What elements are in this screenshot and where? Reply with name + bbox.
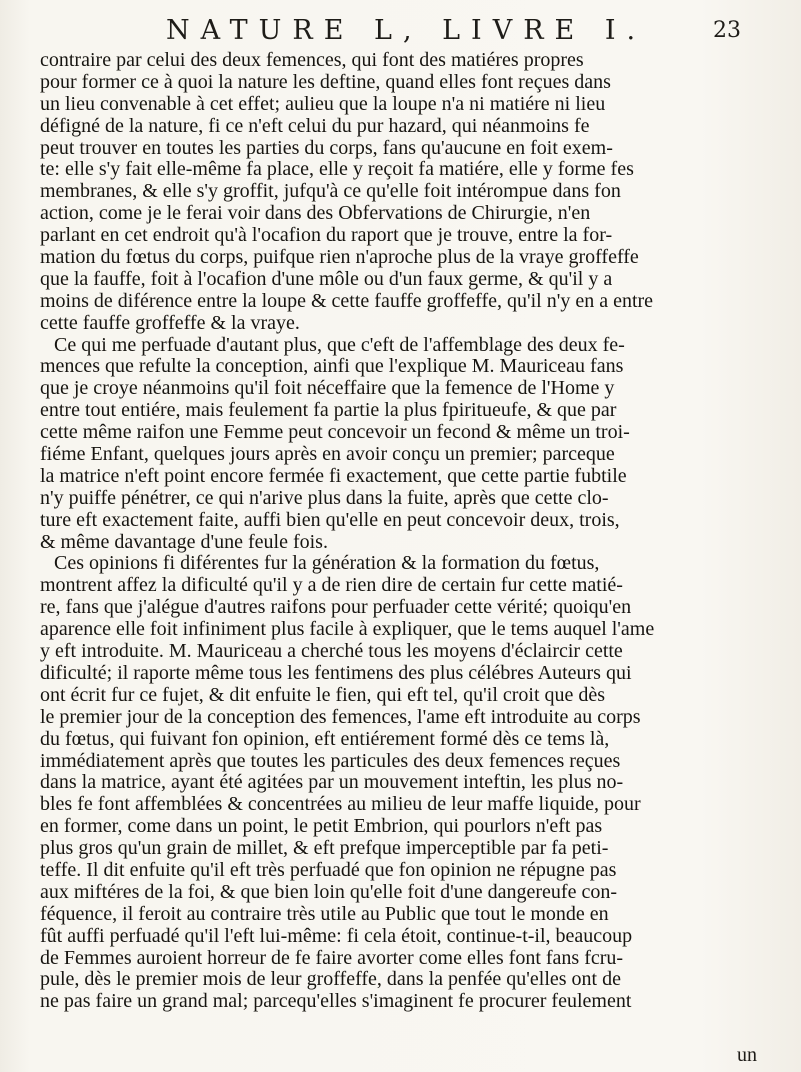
text-line: aux miftéres de la foi, & que bien loin qu'elle foit d'une dangereufe con- xyxy=(40,880,618,903)
text-line: dificulté; il raporte même tous les fentimens des plus célébres Auteurs qui xyxy=(40,661,632,684)
text-line: Ce qui me perfuade d'autant plus, que c'eft de l'affemblage des deux fe- xyxy=(54,333,625,356)
text-line: te: elle s'y fait elle-même fa place, elle y reçoit fa matiére, elle y forme fes xyxy=(40,158,634,181)
text-line: la matrice n'eft point encore fermée fi exactement, que cette partie fubtile xyxy=(40,464,627,487)
text-line: le premier jour de la conception des femences, l'ame eft introduite au corps xyxy=(40,705,641,728)
text-line: moins de diférence entre la loupe & cette fauffe groffeffe, qu'il n'y en a entre xyxy=(40,289,654,312)
text-line: y eft introduite. M. Mauriceau a cherché tous les moyens d'éclaircir cette xyxy=(40,640,623,663)
text-line: Ces opinions fi diférentes fur la génération & la formation du fœtus, xyxy=(54,552,600,575)
text-line: cette même raifon une Femme peut concevoir un fecond & même un troi- xyxy=(40,421,630,444)
text-line: re, fans que j'alégue d'autres raifons pour perfuader cette vérité; quoiqu'en xyxy=(40,596,632,619)
text-line: teffe. Il dit enfuite qu'il eft très perfuadé que fon opinion ne répugne pas xyxy=(40,858,617,881)
text-line: immédiatement après que toutes les particules des deux femences reçues xyxy=(40,749,621,772)
text-line: entre tout entiére, mais feulement fa partie la plus fpiritueufe, & que par xyxy=(40,399,617,422)
text-line: cette fauffe groffeffe & la vraye. xyxy=(40,311,300,334)
text-line: n'y puiffe pénétrer, ce qui n'arive plus dans la fuite, après que cette clo- xyxy=(40,486,609,509)
catchword: un xyxy=(737,1044,757,1066)
text-line: bles fe font affemblées & concentrées au milieu de leur maffe liquide, pour xyxy=(40,793,641,816)
text-line: ne pas faire un grand mal; parcequ'elles s'imaginent fe procurer feulement xyxy=(40,990,632,1013)
text-line: fiéme Enfant, quelques jours après en avoir conçu un premier; parceque xyxy=(40,443,615,466)
text-line: mences que refulte la conception, ainfi que l'explique M. Mauriceau fans xyxy=(40,355,624,378)
text-line: féquence, il feroit au contraire très utile au Public que tout le monde en xyxy=(40,902,609,925)
text-line: contraire par celui des deux femences, qui font des matiéres propres xyxy=(40,49,584,71)
text-line: dans la matrice, ayant été agitées par un mouvement inteftin, les plus no- xyxy=(40,771,624,794)
text-line: mation du fœtus du corps, puifque rien n'aproche plus de la vraye groffeffe xyxy=(40,246,639,269)
body-text xyxy=(40,50,760,1013)
text-line: défigné de la nature, fi ce n'eft celui du pur hazard, qui néanmoins fe xyxy=(40,114,590,137)
text-line: peut trouver en toutes les parties du corps, fans qu'aucune en foit exem- xyxy=(40,136,613,159)
text-line: en former, come dans un point, le petit Embrion, qui pourlors n'eft pas xyxy=(40,815,603,838)
text-line: un lieu convenable à cet effet; aulieu que la loupe n'a ni matiére ni lieu xyxy=(40,92,606,115)
text-line: montrent affez la dificulté qu'il y a de rien dire de certain fur cette matié- xyxy=(40,574,623,597)
text-line: parlant en cet endroit qu'à l'ocafion du raport que je trouve, entre la for- xyxy=(40,224,613,247)
text-line: du fœtus, qui fuivant fon opinion, eft entiérement formé dès ce tems là, xyxy=(40,727,610,750)
text-line: pule, dès le premier mois de leur groffeffe, dans la penfée qu'elles ont de xyxy=(40,968,621,991)
page-number: 23 xyxy=(713,18,741,43)
running-title: NATURE L, LIVRE I. xyxy=(166,15,647,46)
text-line: fût auffi perfuadé qu'il l'eft lui-même: fi cela étoit, continue-t-il, beaucoup xyxy=(40,924,633,947)
text-line: que je croye néanmoins qu'il foit néceffaire que la femence de l'Home y xyxy=(40,377,615,400)
text-line: de Femmes auroient horreur de fe faire avorter come elles font fans fcru- xyxy=(40,946,624,969)
text-line: plus gros qu'un grain de millet, & eft prefque imperceptible par fa peti- xyxy=(40,837,609,860)
text-line: & même davantage d'une feule fois. xyxy=(40,530,328,553)
text-line: ture eft exactement faite, auffi bien qu'elle en peut concevoir deux, trois, xyxy=(40,508,620,531)
text-line: que la fauffe, foit à l'ocafion d'une môle ou d'un faux germe, & qu'il y a xyxy=(40,267,613,290)
text-line: ont écrit fur ce fujet, & dit enfuite le fien, qui eft tel, qu'il croit que dès xyxy=(40,683,606,706)
text-line: aparence elle foit infiniment plus facile à expliquer, que le tems auquel l'ame xyxy=(40,618,655,641)
text-line: membranes, & elle s'y groffit, jufqu'à ce qu'elle foit intérompue dans fon xyxy=(40,180,621,203)
page-header xyxy=(166,14,741,48)
text-line: pour former ce à quoi la nature les deftine, quand elles font reçues dans xyxy=(40,70,611,93)
text-line: action, come je le ferai voir dans des Obfervations de Chirurgie, n'en xyxy=(40,202,591,225)
